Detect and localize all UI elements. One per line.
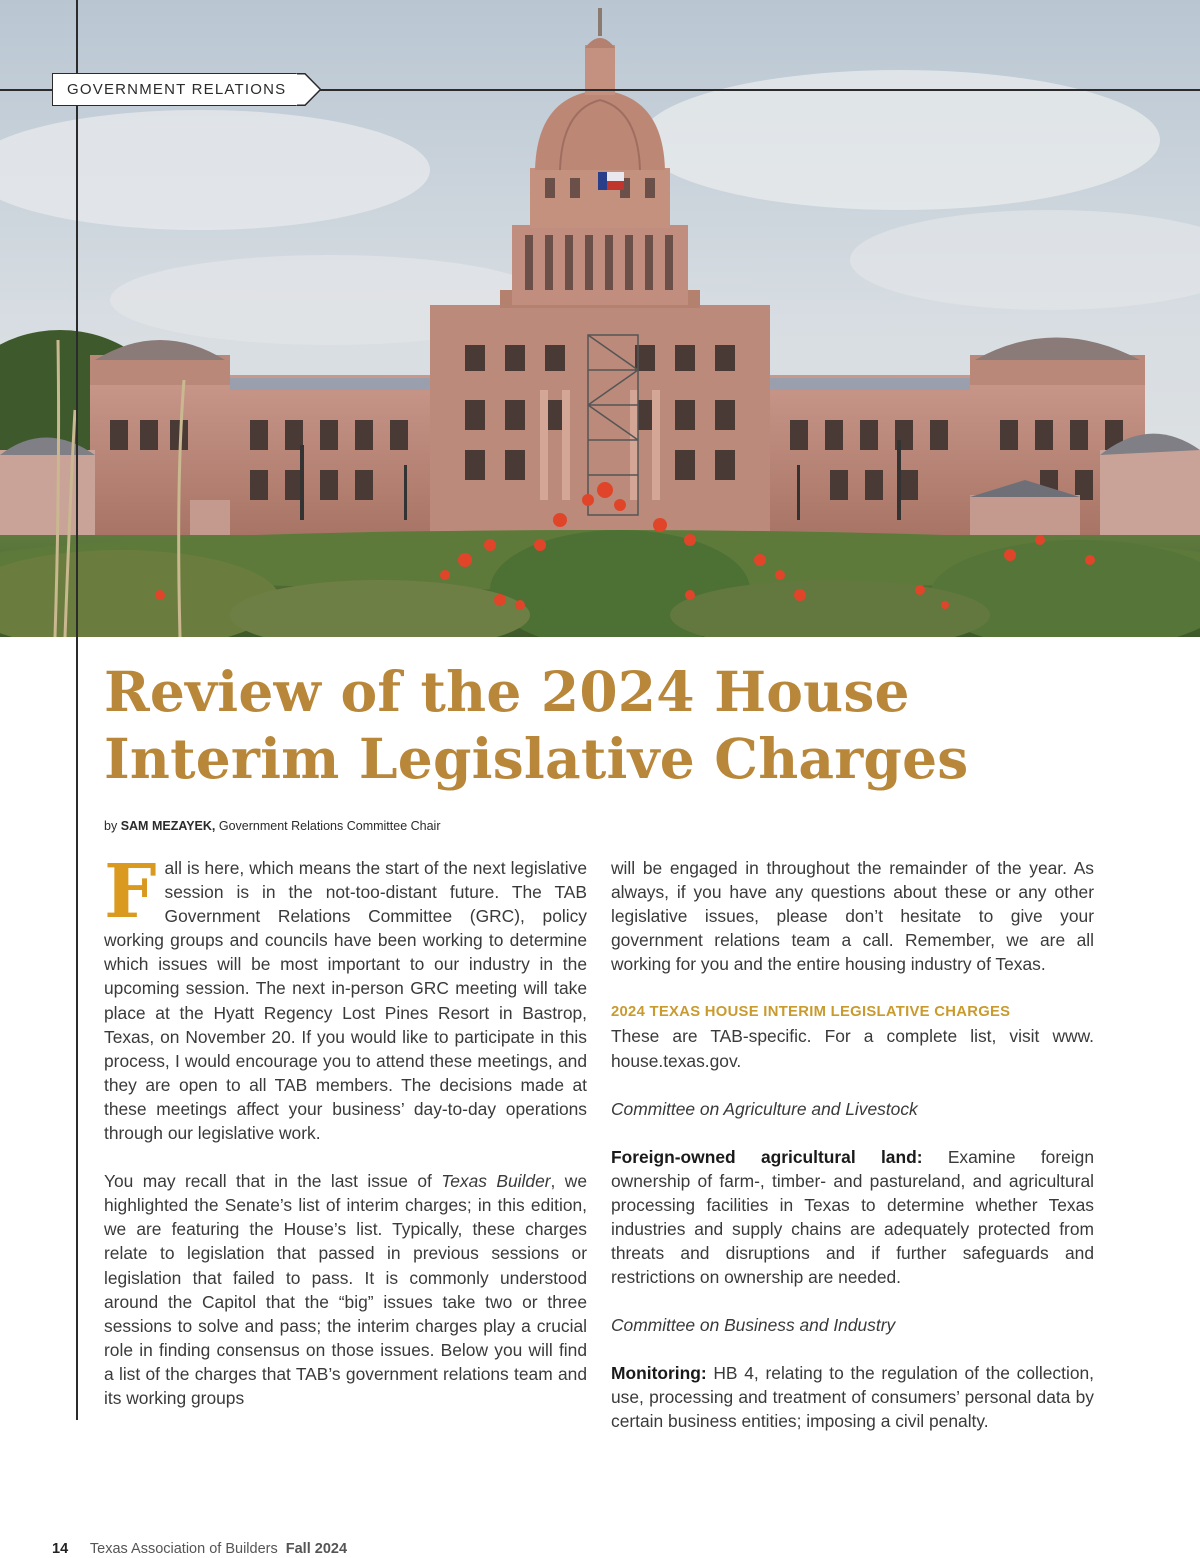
publication-title: Texas Association of Builders	[89, 1541, 278, 1557]
issue-date: Fall 2024	[285, 1541, 348, 1557]
byline	[104, 819, 441, 833]
title-line-1: Review of the 2024 House	[104, 659, 910, 724]
section-tag-label: GOVERNMENT RELATIONS	[52, 73, 296, 106]
byline-role: Government Relations Committee Chair	[218, 819, 441, 833]
page-footer	[52, 1541, 347, 1557]
recall-text-before: You may recall that in the last issue of	[104, 1171, 442, 1192]
charge-item	[611, 1145, 1094, 1290]
left-column	[104, 849, 587, 1434]
publication-name: Texas Builder	[441, 1171, 551, 1192]
byline-prefix: by	[104, 819, 118, 833]
title-line-2: Interim Legislative Charges	[104, 726, 969, 791]
charge-text: Examine foreign ownership of farm-, timber- and pastureland, and agricultural processing facilities in Texas to determine whether Texas industries and supply chains are adequately protected from threats and disruptions and if further safeguards and restrictions on ownership are needed.	[611, 1146, 1094, 1288]
charge-text: HB 4, relating to the regulation of the collection, use, processing and treatment of consumers’ personal data by certain business entities; imposing a civil penalty.	[611, 1363, 1094, 1432]
committee-name: Committee on Agriculture and Livestock	[611, 1098, 918, 1119]
recall-paragraph	[104, 1169, 587, 1410]
continuation-paragraph: will be engaged in throughout the remainder of the year. As always, if you have any questions about these or any other legislative issues, please don’t hesitate to give your government relations team a call. Remember, we are all working for you and the entire housing industry of Texas.	[611, 858, 1094, 975]
charge-label: Monitoring:	[611, 1363, 707, 1384]
byline-author: SAM MEZAYEK,	[120, 819, 216, 833]
vertical-rule	[76, 0, 78, 1420]
committee-name: Committee on Business and Industry	[611, 1315, 896, 1336]
drop-cap: F	[104, 849, 157, 935]
charges-subhead: 2024 TEXAS HOUSE INTERIM LEGISLATIVE CHARGES	[611, 1004, 1011, 1021]
tag-arrow-icon	[296, 73, 322, 106]
page-number: 14	[52, 1541, 69, 1557]
intro-paragraph	[104, 849, 587, 1145]
section-tag	[52, 73, 322, 106]
right-column	[611, 856, 1094, 1458]
recall-text-after: , we highlighted the Senate’s list of interim charges; in this edition, we are featuring the House’s list. Typically, these charges relate to legislation that passed in previous sessions or legislation that failed to pass. It is commonly understood around the Capitol that the “big” issues take two or three sessions to solve and pass; the interim charges play a crucial role in finding consensus on those issues. Below you will find a list of the charges that TAB’s government relations team and its working groups	[104, 1171, 587, 1408]
article-title	[104, 658, 1154, 792]
charge-label: Foreign-owned agricultural land:	[611, 1146, 923, 1167]
charge-item	[611, 1361, 1094, 1433]
charges-intro: These are TAB-specific. For a complete list, visit www. house.texas.gov.	[611, 1026, 1094, 1071]
intro-paragraph-text: all is here, which means the start of the next legislative session is in the not-too-distant future. The TAB Government Relations Committee (GRC), policy working groups and councils have been working to determine which issues will be most important to our industry in the upcoming session. The next in-person GRC meeting will take place at the Hyatt Regency Lost Pines Resort in Bastrop, Texas, on November 20. If you would like to participate in this process, I would encourage you to attend these meetings, and they are open to all TAB members. The decisions made at these meetings affect your business’ day-to-day operations through our legislative work.	[104, 858, 587, 1144]
